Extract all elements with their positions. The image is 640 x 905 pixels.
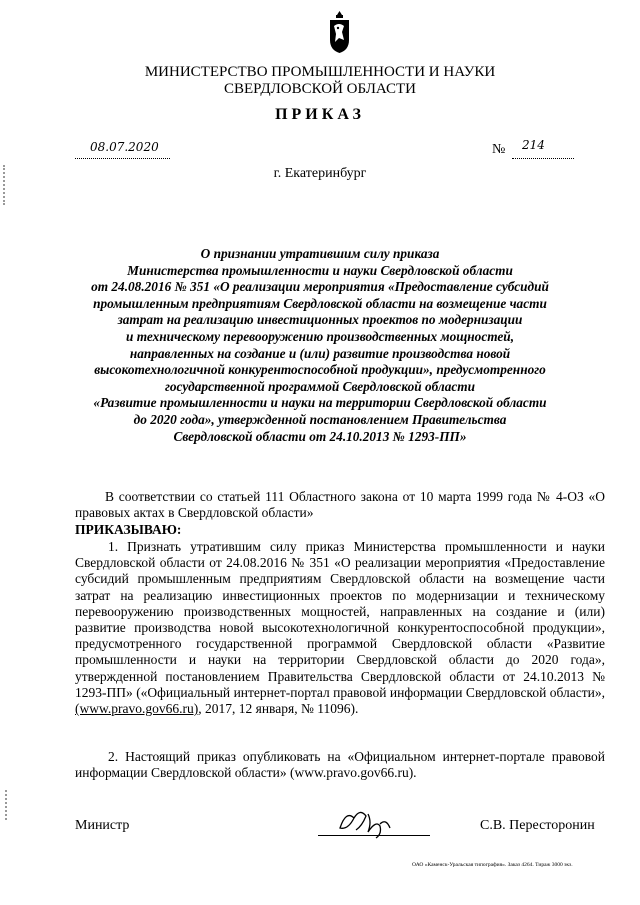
heading-line: «Развитие промышленности и науки на территории Свердловской области (93, 395, 547, 411)
city: г. Екатеринбург (273, 166, 367, 181)
item-1-paragraph (75, 539, 605, 717)
heading-line: до 2020 года», утвержденной постановлением Правительства (133, 411, 507, 427)
item-2-paragraph: 2. Настоящий приказ опубликовать на «Официальном интернет-портале правовой информации Свердловской области» (www.pravo.gov66.ru). (75, 749, 605, 781)
scan-margin-mark (5, 790, 13, 820)
order-number: 214 (522, 138, 545, 152)
heading-line: затрат на реализацию инвестиционных проектов по модернизации (117, 312, 523, 328)
preamble-paragraph: В соответствии со статьей 111 Областного закона от 10 марта 1999 года № 4-ОЗ «О правовых актах в Свердловской области» (75, 489, 605, 521)
print-info: ОАО «Каменск-Уральская типография». Заказ 4264. Тираж 3000 экз. (412, 862, 573, 868)
ministry-line1: МИНИСТЕРСТВО ПРОМЫШЛЕННОСТИ И НАУКИ (144, 64, 496, 80)
coat-of-arms-emblem (327, 10, 352, 54)
heading-line: от 24.08.2016 № 351 «О реализации мероприятия «Предоставление субсидий (91, 279, 549, 295)
heading-line: направленных на создание и (или) развитие производства новой (129, 345, 511, 361)
heading-line: Министерства промышленности и науки Свердловской области (127, 262, 513, 278)
order-title: ПРИКАЗ (275, 106, 365, 123)
item-1-text: 1. Признать утратившим силу приказ Министерства промышленности и науки Свердловской области от 24.08.2016 № 351 «О реализации мероприятия «Предоставление субсидий промышленным предприятиям Свердловской области на возмещение части затрат на реализацию инвестиционных проектов по модернизации и техническому перевооружению производственных мощностей, направленных на создание и (или) развитие производства новой высокотехнологичной конкурентоспособной продукции», предусмотренного государственной программой Свердловской области «Развитие промышленности и науки на территории Свердловской области до 2020 года», утвержденной постановлением Правительства Свердловской области от 24.10.2013 № 1293-ПП» («Официальный интернет-портал правовой информации Свердловской области», (75, 539, 605, 700)
ministry-line2: СВЕРДЛОВСКОЙ ОБЛАСТИ (223, 81, 416, 97)
signature-line (318, 835, 430, 836)
prikazyvayu-label: ПРИКАЗЫВАЮ: (75, 522, 182, 537)
handwritten-signature (310, 800, 440, 844)
scan-margin-mark (3, 165, 11, 205)
number-label: № (492, 142, 506, 157)
heading-line: промышленным предприятиям Свердловской области на возмещение части (93, 295, 547, 311)
heading-line: государственной программой Свердловской области (164, 378, 476, 394)
signatory-position: Министр (75, 818, 130, 833)
ministry-name (0, 64, 640, 98)
heading-line: высокотехнологичной конкурентоспособной продукции», предусмотренного (94, 362, 546, 378)
heading-line: О признании утратившим силу приказа (200, 246, 440, 261)
heading-line: и техническому перевооружению производственных мощностей, (125, 328, 515, 344)
order-heading (0, 246, 640, 445)
pravo-link[interactable]: (www.pravo.gov66.ru) (75, 701, 199, 717)
order-date: 08.07.2020 (90, 140, 159, 154)
item-1-tail: , 2017, 12 января, № 11096). (198, 701, 359, 717)
heading-line: Свердловской области от 24.10.2013 № 1293-ПП» (173, 428, 467, 444)
signatory-name: С.В. Пересторонин (480, 818, 595, 833)
